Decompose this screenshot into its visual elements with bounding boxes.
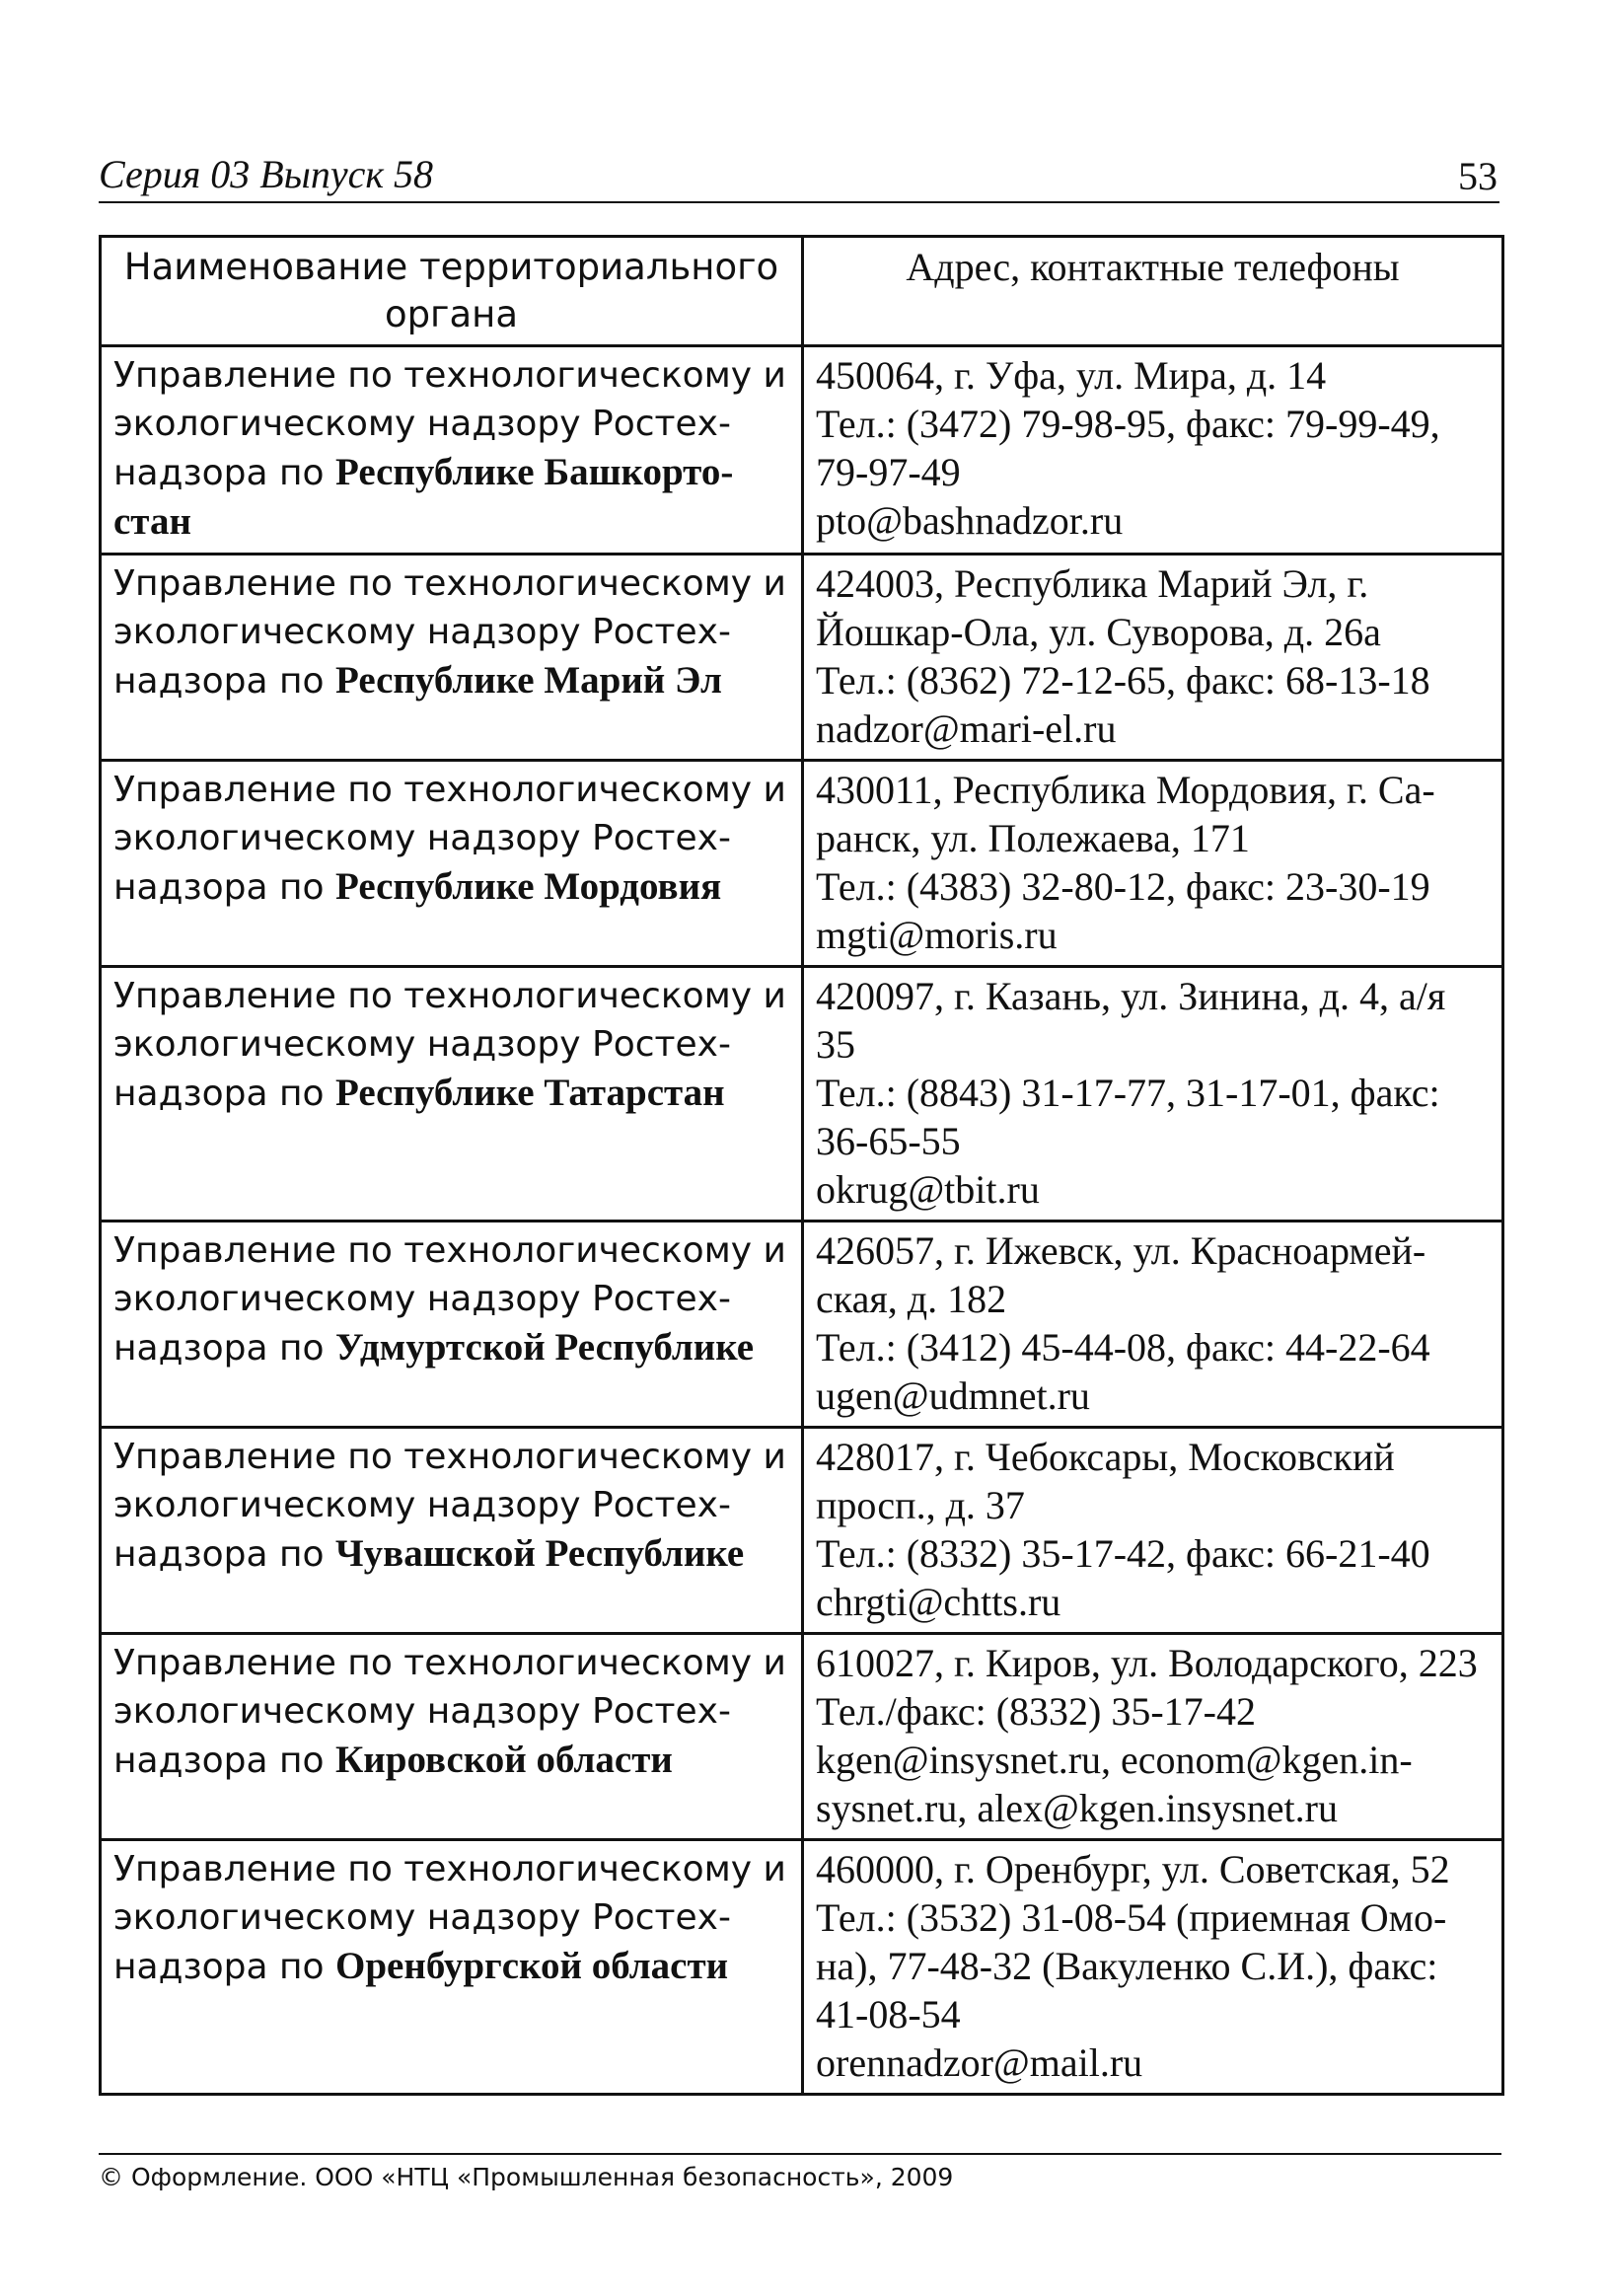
body-name-cell bbox=[101, 761, 803, 967]
region-name: Республике Башкорто-стан bbox=[113, 451, 734, 543]
body-name-prefix: Управление по технологическому и экологическому надзору Ростех-надзора по bbox=[113, 1849, 786, 1987]
email-address: kgen@insysnet.ru, econom@kgen.in-sysnet.ru, alex@kgen.insysnet.ru bbox=[816, 1738, 1413, 1830]
page-header bbox=[99, 150, 1499, 203]
region-name: Кировской области bbox=[335, 1739, 673, 1781]
email-address: orennadzor@mail.ru bbox=[816, 2040, 1143, 2085]
body-name-prefix: Управление по технологическому и экологическому надзору Ростех-надзора по bbox=[113, 976, 786, 1114]
table-row bbox=[101, 555, 1503, 761]
address-cell bbox=[803, 1840, 1503, 2095]
postal-address: 610027, г. Киров, ул. Володарского, 223 bbox=[816, 1641, 1478, 1685]
address-cell bbox=[803, 1428, 1503, 1634]
footer-divider bbox=[99, 2153, 1501, 2155]
table-row bbox=[101, 1840, 1503, 2095]
postal-address: 428017, г. Чебоксары, Московский просп., д. 37 bbox=[816, 1435, 1395, 1527]
region-name: Республике Татарстан bbox=[335, 1072, 725, 1114]
body-name-prefix: Управление по технологическому и экологическому надзору Ростех-надзора по bbox=[113, 770, 786, 908]
phone-info: Тел.: (3472) 79-98-95, факс: 79-99-49, 79-97-49 bbox=[816, 402, 1440, 494]
phone-info: Тел.: (3412) 45-44-08, факс: 44-22-64 bbox=[816, 1325, 1430, 1370]
table-row bbox=[101, 761, 1503, 967]
region-name: Чувашской Республике bbox=[335, 1532, 745, 1575]
column-header-name: Наименование территориального органа bbox=[101, 237, 803, 346]
body-name-prefix: Управление по технологическому и экологическому надзору Ростех-надзора по bbox=[113, 1230, 786, 1369]
email-address: mgti@moris.ru bbox=[816, 913, 1058, 957]
phone-info: Тел.: (8362) 72-12-65, факс: 68-13-18 bbox=[816, 658, 1430, 703]
phone-info: Тел.: (3532) 31-08-54 (приемная Омо-на), 77-48-32 (Вакуленко С.И.), факс: 41-08-54 bbox=[816, 1895, 1447, 2037]
postal-address: 424003, Республика Марий Эл, г. Йошкар-Ола, ул. Суворова, д. 26а bbox=[816, 561, 1381, 654]
body-name-prefix: Управление по технологическому и экологическому надзору Ростех-надзора по bbox=[113, 1437, 786, 1575]
territorial-bodies-table bbox=[99, 235, 1504, 2096]
phone-info: Тел.: (8843) 31-17-77, 31-17-01, факс: 36-65-55 bbox=[816, 1071, 1440, 1163]
table-row bbox=[101, 1428, 1503, 1634]
body-name-cell bbox=[101, 346, 803, 555]
postal-address: 450064, г. Уфа, ул. Мира, д. 14 bbox=[816, 353, 1327, 398]
column-header-address: Адрес, контактные телефоны bbox=[803, 237, 1503, 346]
copyright-footer: © Оформление. ООО «НТЦ «Промышленная безопасность», 2009 bbox=[99, 2163, 954, 2191]
address-cell bbox=[803, 1222, 1503, 1428]
table-row bbox=[101, 1222, 1503, 1428]
postal-address: 426057, г. Ижевск, ул. Красноармей-ская, д. 182 bbox=[816, 1228, 1426, 1321]
body-name-prefix: Управление по технологическому и экологическому надзору Ростех-надзора по bbox=[113, 1643, 786, 1781]
body-name-cell bbox=[101, 1634, 803, 1840]
region-name: Республике Марий Эл bbox=[335, 659, 722, 702]
body-name-cell bbox=[101, 967, 803, 1222]
address-cell bbox=[803, 761, 1503, 967]
phone-info: Тел.: (4383) 32-80-12, факс: 23-30-19 bbox=[816, 864, 1430, 909]
email-address: nadzor@mari-el.ru bbox=[816, 706, 1117, 751]
table-header-row bbox=[101, 237, 1503, 346]
page-number: 53 bbox=[1458, 154, 1498, 198]
email-address: chrgti@chtts.ru bbox=[816, 1580, 1061, 1624]
body-name-cell bbox=[101, 1222, 803, 1428]
address-cell bbox=[803, 346, 1503, 555]
table-row bbox=[101, 967, 1503, 1222]
postal-address: 420097, г. Казань, ул. Зинина, д. 4, а/я 35 bbox=[816, 974, 1446, 1067]
email-address: okrug@tbit.ru bbox=[816, 1167, 1040, 1212]
address-cell bbox=[803, 1634, 1503, 1840]
series-title: Серия 03 Выпуск 58 bbox=[99, 152, 434, 196]
email-address: pto@bashnadzor.ru bbox=[816, 498, 1124, 543]
region-name: Удмуртской Республике bbox=[335, 1326, 755, 1369]
email-address: ugen@udmnet.ru bbox=[816, 1373, 1090, 1418]
postal-address: 430011, Республика Мордовия, г. Са-ранск, ул. Полежаева, 171 bbox=[816, 768, 1435, 860]
phone-info: Тел./факс: (8332) 35-17-42 bbox=[816, 1689, 1256, 1734]
region-name: Оренбургской области bbox=[335, 1945, 729, 1987]
address-cell bbox=[803, 555, 1503, 761]
table-row bbox=[101, 1634, 1503, 1840]
body-name-cell bbox=[101, 1840, 803, 2095]
region-name: Республике Мордовия bbox=[335, 865, 722, 908]
body-name-prefix: Управление по технологическому и экологическому надзору Ростех-надзора по bbox=[113, 355, 786, 493]
address-cell bbox=[803, 967, 1503, 1222]
postal-address: 460000, г. Оренбург, ул. Советская, 52 bbox=[816, 1847, 1450, 1891]
body-name-cell bbox=[101, 555, 803, 761]
table-row bbox=[101, 346, 1503, 555]
body-name-cell bbox=[101, 1428, 803, 1634]
body-name-prefix: Управление по технологическому и экологическому надзору Ростех-надзора по bbox=[113, 563, 786, 702]
phone-info: Тел.: (8332) 35-17-42, факс: 66-21-40 bbox=[816, 1531, 1430, 1576]
